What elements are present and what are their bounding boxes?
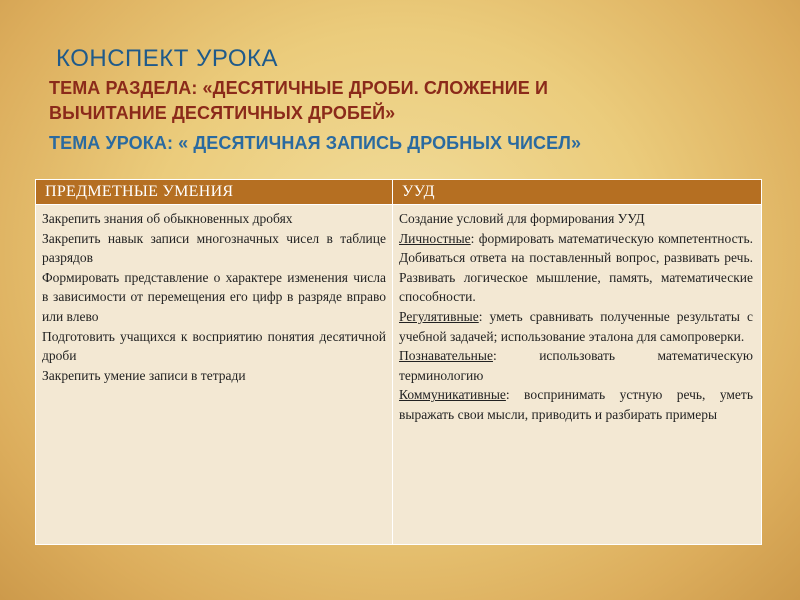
subject-skill-item: Подготовить учащихся к восприятию понятия десятичной дроби <box>42 328 386 364</box>
uud-text-regulatory: : уметь сравнивать полученные результаты с учебной задачей; использование эталона для самопроверки. <box>399 308 753 344</box>
uud-text-personal: : формировать математическую компетентность. Добиваться ответа на поставленный вопрос, развивать речь. Развивать логическое мышление, память, математические способности. <box>399 230 753 305</box>
subject-skill-item: Закрепить умение записи в тетради <box>42 367 246 383</box>
uud-cell <box>393 205 762 545</box>
subject-skill-item: Формировать представление о характере изменения числа в зависимости от перемещения его цифр в разряде вправо или влево <box>42 269 386 324</box>
uud-label-cognitive: Познавательные <box>399 348 493 364</box>
uud-item-communicative <box>399 385 753 424</box>
subject-skill-item: Закрепить знания об обыкновенных дробях <box>42 211 293 226</box>
section-topic-line-2: ВЫЧИТАНИЕ ДЕСЯТИЧНЫХ ДРОБЕЙ» <box>49 103 396 123</box>
uud-label-regulatory: Регулятивные <box>399 308 479 324</box>
section-topic-line-1: ТЕМА РАЗДЕЛА: «ДЕСЯТИЧНЫЕ ДРОБИ. СЛОЖЕНИЕ И <box>49 78 549 98</box>
uud-item-regulatory <box>399 307 753 346</box>
uud-label-personal: Личностные <box>399 230 471 246</box>
subject-skill-item: Закрепить навык записи многозначных чисел в таблице разрядов <box>42 230 386 266</box>
uud-label-communicative: Коммуникативные <box>399 387 506 403</box>
uud-text-communicative: : воспринимать устную речь, уметь выражать свои мысли, приводить и разбирать примеры <box>399 387 753 422</box>
lesson-table <box>35 179 762 545</box>
column-header-subject-skills: ПРЕДМЕТНЫЕ УМЕНИЯ <box>36 180 393 205</box>
column-header-uud: УУД <box>393 180 762 205</box>
page-title: КОНСПЕКТ УРОКА <box>56 45 278 72</box>
subject-skills-cell <box>36 205 393 545</box>
lesson-topic: ТЕМА УРОКА: « ДЕСЯТИЧНАЯ ЗАПИСЬ ДРОБНЫХ ЧИСЕЛ» <box>49 133 582 153</box>
uud-text-cognitive: : использовать математическую терминологию <box>399 348 753 383</box>
uud-item-personal <box>399 229 753 307</box>
uud-intro: Создание условий для формирования УУД <box>399 211 645 226</box>
uud-item-cognitive <box>399 346 753 385</box>
